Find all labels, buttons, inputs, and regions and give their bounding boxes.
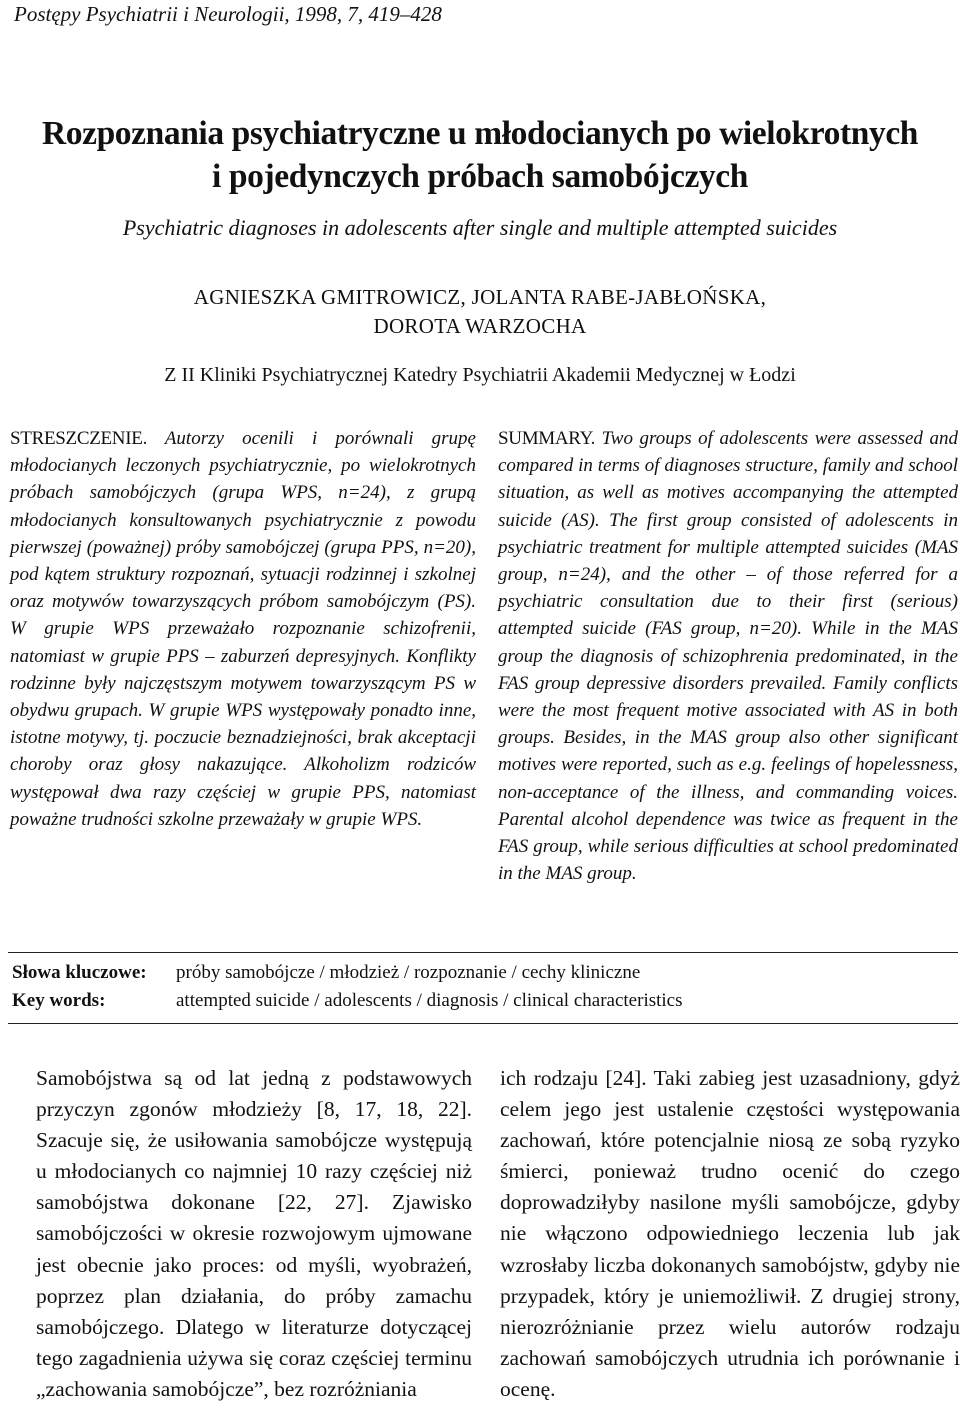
- abstract-english-heading: SUMMARY.: [498, 428, 596, 449]
- abstract-polish: [10, 425, 476, 833]
- authors-line-2: DOROTA WARZOCHA: [373, 314, 587, 338]
- abstract-polish-text: Autorzy ocenili i porównali grupę młodocianych leczonych psychiatrycznie, po wielokrotnych próbach samobójczych (grupa WPS, n=24), z grupą młodocianych konsultowanych psychiatrycznie z powodu pierwszej (poważnej) próby samobójczej (grupa PPS, n=20), pod kątem struktury rozpoznań, sytuacji rodzinnej i szkolnej oraz motywów towarzyszących próbom samobójczym (PS). W grupie WPS przeważało rozpoznanie schizofrenii, natomiast w grupie PPS – zaburzeń depresyjnych. Konflikty rodzinne były najczęstszym motywem towarzyszącym PS w obydwu grupach. W grupie WPS występowały ponadto inne, istotne motywy, tj. poczucie beznadziejności, brak akceptacji choroby oraz głosy nakazujące. Alkoholizm rodziców występował dwa razy częściej w grupie PPS, natomiast poważne trudności szkolne przeważały w grupie WPS.: [10, 428, 476, 830]
- keywords-bottom-divider: [8, 1023, 958, 1024]
- article-title: [0, 112, 960, 198]
- article-title-english: Psychiatric diagnoses in adolescents after single and multiple attempted suicides: [122, 215, 838, 240]
- keywords-english-label: Key words:: [12, 990, 106, 1011]
- body-text-left-column: Samobójstwa są od lat jedną z podstawowych przyczyn zgonów młodzieży [8, 17, 18, 22]. Szacuje się, że usiłowania samobójcze występują u młodocianych co najmniej 10 razy częściej niż samobójstwa dokonane [22, 27]. Zjawisko samobójczości w okresie rozwojowym ujmowane jest obecnie jako proces: od myśli, wyobrażeń, poprzez plan działania, do próby zamachu samobójczego. Dlatego w literaturze dotyczącej tego zagadnienia używa się coraz częściej terminu „zachowania samobójcze”, bez rozróżniania: [36, 1066, 472, 1401]
- article-title-line-1: Rozpoznania psychiatryczne u młodocianych po wielokrotnych: [41, 115, 919, 152]
- body-text-right-column: ich rodzaju [24]. Taki zabieg jest uzasadniony, gdyż celem jego jest ustalenie częstości występowania zachowań, które potencjalnie niosą ze sobą ryzyko śmierci, ponieważ trudno ocenić do czego doprowadziłyby nasilone myśli samobójcze, gdyby nie włączono odpowiedniego leczenia lub jak wzrosłaby liczba dokonanych samobójstw, gdyby nie przypadek, który je uniemożliwił. Z drugiej strony, nierozróżnianie przez wielu autorów rodzaju zachowań samobójczych utrudnia ich porównanie i ocenę.: [500, 1066, 960, 1401]
- abstract-english: [498, 425, 958, 887]
- abstract-english-text: Two groups of adolescents were assessed and compared in terms of diagnoses structure, family and school situation, as well as motives accompanying the attempted suicide (AS). The first group consisted of adolescents in psychiatric treatment for multiple attempted suicides (MAS group, n=24), and the other – of those referred for a psychiatric consultation due to their first (serious) attempted suicide (FAS group, n=20). While in the MAS group the diagnosis of schizophrenia predominated, in the FAS group depressive disorders prevailed. Family conflicts were the most frequent motive associated with AS in both groups. Besides, in the MAS group also other significant motives were reported, such as e.g. feelings of hopelessness, non-acceptance of the illness, and commanding voices. Parental alcohol dependence was twice as frequent in the FAS group, while serious difficulties at school predominated in the MAS group.: [498, 428, 958, 885]
- keywords-polish: [12, 962, 640, 984]
- journal-reference: Postępy Psychiatrii i Neurologii, 1998, 7, 419–428: [14, 2, 442, 26]
- keywords-polish-text: próby samobójcze / młodzież / rozpoznanie / cechy kliniczne: [176, 962, 641, 983]
- keywords-top-divider: [8, 952, 958, 953]
- article-title-line-2: i pojedynczych próbach samobójczych: [212, 158, 748, 195]
- affiliation: Z II Kliniki Psychiatrycznej Katedry Psychiatrii Akademii Medycznej w Łodzi: [164, 364, 796, 386]
- keywords-english: [12, 990, 683, 1012]
- keywords-english-text: attempted suicide / adolescents / diagnosis / clinical characteristics: [176, 990, 683, 1011]
- authors: [0, 283, 960, 341]
- authors-line-1: AGNIESZKA GMITROWICZ, JOLANTA RABE-JABŁOŃSKA,: [193, 285, 767, 309]
- keywords-polish-label: Słowa kluczowe:: [12, 962, 147, 983]
- abstract-polish-heading: STRESZCZENIE.: [10, 428, 148, 449]
